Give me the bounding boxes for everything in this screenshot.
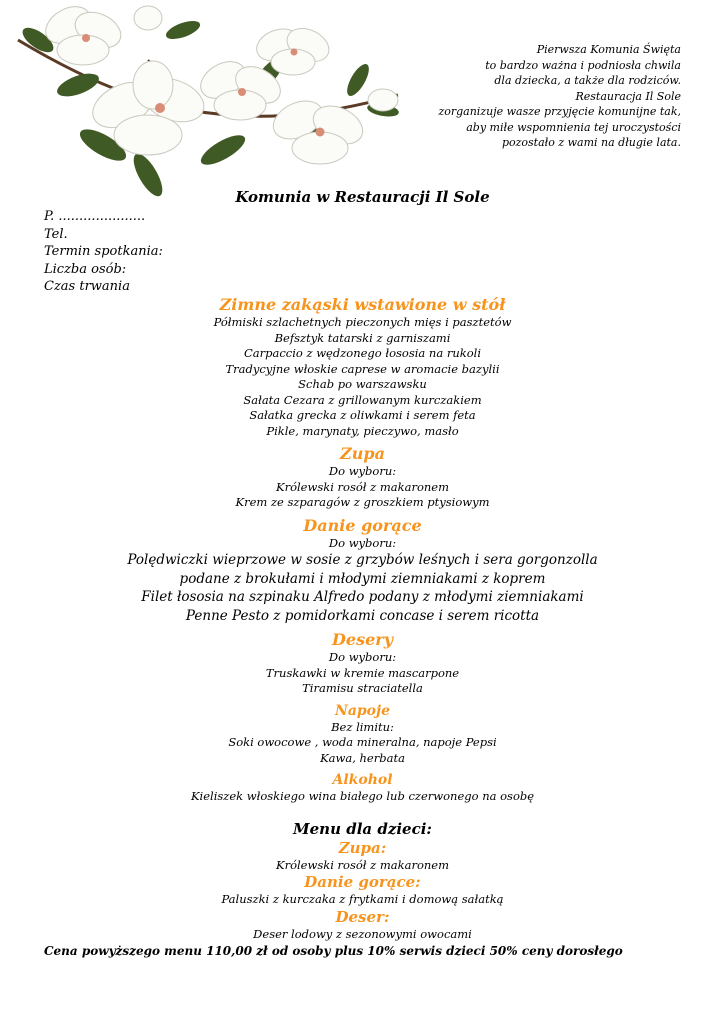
section-heading-drinks: Napoje [335, 702, 390, 719]
contact-date-field: Termin spotkania: [44, 244, 163, 259]
contact-name-field: P. ..................... [44, 209, 146, 224]
intro-line: to bardzo ważna i podniosła chwila [485, 58, 681, 72]
menu-item: Polędwiczki wieprzowe w sosie z grzybów leśnych i sera gorgonzolla [127, 552, 598, 568]
menu-item: Sałata Cezara z grillowanym kurczakiem [243, 392, 482, 407]
menu-item: Krem ze szparagów z groszkiem ptysiowym [235, 495, 490, 509]
menu-item: Befsztyk tatarski z garniszami [274, 330, 451, 345]
menu-item: Kieliszek włoskiego wina białego lub czerwonego na osobę [190, 789, 535, 803]
contact-phone-field: Tel. [44, 226, 68, 242]
menu-item: Soki owocowe , woda mineralna, napoje Pepsi [228, 735, 497, 749]
intro-line: dla dziecka, a także dla rodziców. [494, 74, 681, 87]
intro-text [351, 42, 681, 151]
menu-item: Tradycyjne włoskie caprese w aromacie bazylii [225, 361, 500, 376]
intro-line: zorganizuje wasze przyjęcie komunijne tak, [438, 105, 681, 118]
menu [0, 290, 725, 942]
menu-item: Deser lodowy z sezonowymi owocami [253, 926, 472, 941]
intro-line: pozostało z wami na długie lata. [501, 136, 681, 149]
intro-line: Restauracja Il Sole [575, 89, 681, 103]
page-title: Komunia w Restauracji Il Sole [235, 188, 490, 206]
menu-item: Schab po warszawsku [298, 377, 427, 391]
menu-item: Królewski rosół z makaronem [275, 479, 449, 494]
menu-item: Carpaccio z wędzonego łososia na rukoli [243, 346, 481, 360]
contact-duration-field: Czas trwania [44, 279, 130, 294]
menu-item: Do wyboru: [328, 535, 397, 550]
menu-item: Paluszki z kurczaka z frytkami i domową sałatką [221, 892, 504, 906]
section-heading-cold-appetizers: Zimne zakąski wstawione w stół [219, 295, 506, 314]
contact-fields [44, 208, 163, 296]
menu-item: Do wyboru: [328, 464, 397, 478]
kids-heading-hot-dish: Danie gorące: [304, 873, 421, 891]
menu-item: podane z brokułami i młodymi ziemniakami z koprem [179, 570, 546, 587]
menu-item: Królewski rosół z makaronem [275, 857, 449, 872]
kids-heading-dessert: Deser: [335, 907, 390, 926]
section-heading-desserts: Desery [332, 630, 393, 649]
kids-heading-soup: Zupa: [338, 838, 387, 857]
menu-item: Półmiski szlachetnych pieczonych mięs i pasztetów [213, 315, 512, 329]
menu-item: Filet łososia na szpinaku Alfredo podany z młodymi ziemniakami [141, 589, 584, 605]
section-heading-soup: Zupa [340, 444, 385, 463]
menu-item: Penne Pesto z pomidorkami concase i serem ricotta [185, 607, 540, 624]
menu-item: Truskawki w kremie mascarpone [265, 665, 460, 680]
menu-item: Do wyboru: [328, 650, 397, 664]
menu-item: Tiramisu straciatella [302, 681, 423, 695]
section-heading-hot-dish: Danie gorące [303, 515, 422, 535]
menu-item: Pikle, marynaty, pieczywo, masło [266, 423, 459, 438]
intro-line: Pierwsza Komunia Święta [536, 43, 681, 56]
magnolia-flowers-illustration [8, 0, 408, 200]
kids-menu-title: Menu dla dzieci: [293, 819, 432, 838]
price-note: Cena powyższego menu 110,00 zł od osoby plus 10% serwis dzieci 50% ceny dorosłego [44, 944, 623, 958]
menu-item: Bez limitu: [331, 719, 394, 734]
menu-item: Sałatka grecka z oliwkami i serem feta [249, 408, 476, 422]
section-heading-alcohol: Alkohol [332, 772, 393, 788]
intro-line: aby miłe wspomnienia tej uroczystości [466, 120, 681, 134]
menu-item: Kawa, herbata [320, 750, 405, 765]
contact-guests-field: Liczba osób: [44, 261, 127, 277]
